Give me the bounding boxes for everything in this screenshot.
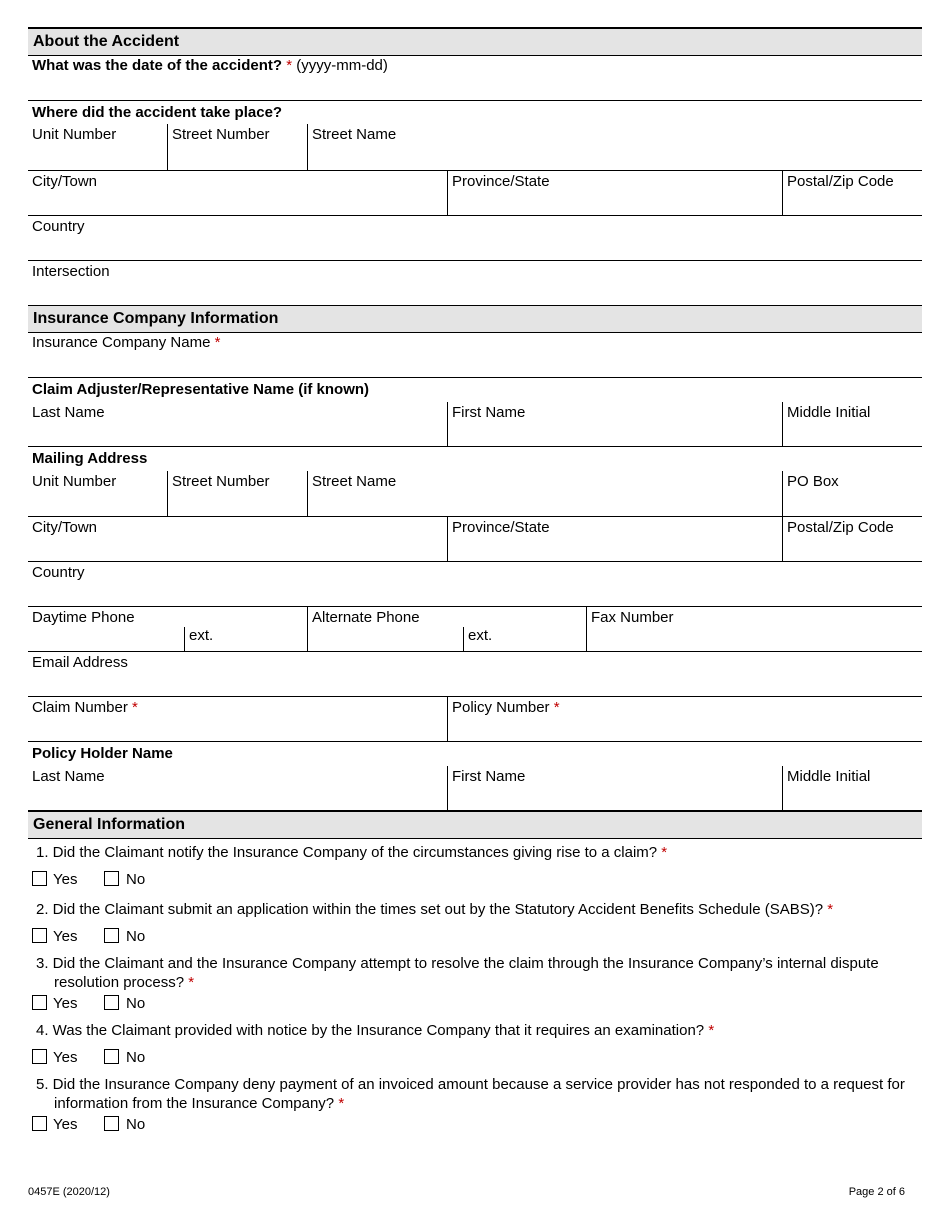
accident-street-number-field[interactable] bbox=[167, 124, 307, 170]
mailing-country-field[interactable] bbox=[28, 562, 922, 606]
fax-number-label: Fax Number bbox=[591, 609, 674, 626]
question-label: 3. Did the Claimant and the Insurance Company attempt to resolve the claim through the Insurance Company’s internal dispute resolution process? bbox=[36, 955, 879, 991]
insurance-company-row bbox=[28, 333, 922, 378]
mailing-city-row bbox=[28, 517, 922, 562]
question-label: 2. Did the Claimant submit an application within the times set out by the Statutory Accident Benefits Schedule (SABS)? bbox=[36, 901, 824, 918]
mailing-city-label: City/Town bbox=[32, 519, 98, 536]
email-field[interactable] bbox=[28, 652, 922, 696]
required-mark: * bbox=[553, 699, 560, 716]
question-text bbox=[32, 1021, 922, 1040]
adjuster-last-name-field[interactable] bbox=[28, 402, 447, 446]
daytime-phone-ext-field[interactable] bbox=[184, 627, 307, 651]
required-mark: * bbox=[338, 1095, 345, 1112]
email-label: Email Address bbox=[32, 654, 128, 671]
yes-no-group bbox=[28, 993, 922, 1017]
yes-label: Yes bbox=[53, 995, 78, 1012]
accident-city-label: City/Town bbox=[32, 173, 98, 190]
required-mark: * bbox=[188, 974, 195, 991]
accident-intersection-row bbox=[28, 261, 922, 305]
question-label: 5. Did the Insurance Company deny payment of an invoiced amount because a service provider has not responded to a request for information from the Insurance Company? bbox=[36, 1076, 905, 1112]
holder-middle-initial-label: Middle Initial bbox=[787, 768, 871, 785]
question-label: 1. Did the Claimant notify the Insurance Company of the circumstances giving rise to a claim? bbox=[36, 844, 658, 861]
question-3 bbox=[28, 954, 922, 1017]
accident-street-name-field[interactable] bbox=[307, 124, 922, 170]
policy-number-label: Policy Number bbox=[452, 699, 550, 716]
accident-country-label: Country bbox=[32, 218, 85, 235]
question-1 bbox=[28, 843, 922, 893]
accident-city-row bbox=[28, 171, 922, 216]
required-mark: * bbox=[286, 57, 293, 74]
holder-last-name-field[interactable] bbox=[28, 766, 447, 810]
accident-province-label: Province/State bbox=[452, 173, 550, 190]
adjuster-middle-initial-label: Middle Initial bbox=[787, 404, 871, 421]
no-checkbox[interactable] bbox=[104, 995, 119, 1010]
yes-no-group bbox=[28, 926, 922, 950]
question-text bbox=[32, 843, 922, 862]
accident-date-row bbox=[28, 56, 922, 101]
yes-checkbox[interactable] bbox=[32, 1049, 47, 1064]
accident-country-row bbox=[28, 216, 922, 261]
yes-label: Yes bbox=[53, 1116, 78, 1133]
accident-country-field[interactable] bbox=[28, 216, 922, 260]
alternate-phone-label: Alternate Phone bbox=[312, 609, 420, 626]
date-format-hint: (yyyy-mm-dd) bbox=[296, 57, 388, 74]
insurance-company-name-label: Insurance Company Name bbox=[32, 334, 211, 351]
section-header-general: General Information bbox=[28, 810, 922, 839]
daytime-ext-label: ext. bbox=[189, 627, 214, 644]
accident-date-label: What was the date of the accident? bbox=[32, 57, 283, 74]
yes-checkbox[interactable] bbox=[32, 995, 47, 1010]
mailing-po-box-label: PO Box bbox=[787, 473, 839, 490]
question-text bbox=[32, 900, 922, 919]
accident-street-number-label: Street Number bbox=[172, 126, 270, 143]
no-label: No bbox=[126, 928, 146, 945]
question-2 bbox=[28, 900, 922, 950]
mailing-postal-label: Postal/Zip Code bbox=[787, 519, 894, 536]
claim-number-field[interactable] bbox=[28, 697, 447, 741]
accident-postal-label: Postal/Zip Code bbox=[787, 173, 894, 190]
daytime-phone-label: Daytime Phone bbox=[32, 609, 135, 626]
adjuster-first-name-label: First Name bbox=[452, 404, 526, 421]
accident-intersection-field[interactable] bbox=[28, 261, 922, 305]
mailing-address-row bbox=[28, 471, 922, 517]
holder-first-name-label: First Name bbox=[452, 768, 526, 785]
question-label: 4. Was the Claimant provided with notice by the Insurance Company that it requires an examination? bbox=[36, 1022, 705, 1039]
phone-row bbox=[28, 607, 922, 652]
question-list bbox=[28, 843, 922, 1138]
adjuster-last-name-label: Last Name bbox=[32, 404, 105, 421]
email-row bbox=[28, 652, 922, 697]
section-header-insurance: Insurance Company Information bbox=[28, 305, 922, 333]
question-text bbox=[32, 1075, 922, 1113]
accident-city-field[interactable] bbox=[28, 171, 447, 215]
alternate-ext-label: ext. bbox=[468, 627, 493, 644]
yes-no-group bbox=[28, 1114, 922, 1138]
required-mark: * bbox=[132, 699, 138, 716]
mailing-address-heading: Mailing Address bbox=[32, 450, 148, 467]
mailing-street-number-label: Street Number bbox=[172, 473, 270, 490]
mailing-unit-number-label: Unit Number bbox=[32, 473, 117, 490]
yes-no-group bbox=[28, 1047, 922, 1071]
holder-name-row bbox=[28, 766, 922, 810]
claim-number-label: Claim Number bbox=[32, 699, 128, 716]
accident-province-field[interactable] bbox=[447, 171, 783, 215]
section-header-accident: About the Accident bbox=[28, 27, 922, 56]
yes-label: Yes bbox=[53, 1049, 78, 1066]
yes-checkbox[interactable] bbox=[32, 928, 47, 943]
yes-checkbox[interactable] bbox=[32, 871, 47, 886]
no-label: No bbox=[126, 1049, 146, 1066]
no-checkbox[interactable] bbox=[104, 871, 119, 886]
no-checkbox[interactable] bbox=[104, 1049, 119, 1064]
adjuster-middle-initial-field[interactable] bbox=[782, 402, 922, 446]
claim-policy-row bbox=[28, 697, 922, 742]
adjuster-first-name-field[interactable] bbox=[447, 402, 783, 446]
mailing-city-field[interactable] bbox=[28, 517, 447, 561]
yes-no-group bbox=[28, 869, 922, 893]
adjuster-name-row bbox=[28, 402, 922, 447]
no-checkbox[interactable] bbox=[104, 1116, 119, 1131]
question-4 bbox=[28, 1021, 922, 1071]
accident-location-heading: Where did the accident take place? bbox=[32, 104, 283, 121]
accident-unit-number-label: Unit Number bbox=[32, 126, 117, 143]
no-checkbox[interactable] bbox=[104, 928, 119, 943]
yes-label: Yes bbox=[53, 928, 78, 945]
form-id: 0457E (2020/12) bbox=[28, 1186, 110, 1198]
accident-intersection-label: Intersection bbox=[32, 263, 110, 280]
accident-date-field[interactable] bbox=[28, 56, 922, 100]
yes-label: Yes bbox=[53, 871, 78, 888]
accident-street-name-label: Street Name bbox=[312, 126, 397, 143]
required-mark: * bbox=[661, 844, 668, 861]
mailing-unit-number-field[interactable] bbox=[28, 471, 168, 516]
yes-checkbox[interactable] bbox=[32, 1116, 47, 1131]
holder-middle-initial-field[interactable] bbox=[782, 766, 922, 810]
policy-number-field[interactable] bbox=[447, 697, 922, 741]
mailing-province-field[interactable] bbox=[447, 517, 783, 561]
accident-postal-field[interactable] bbox=[782, 171, 922, 215]
mailing-street-name-label: Street Name bbox=[312, 473, 397, 490]
policy-holder-heading: Policy Holder Name bbox=[32, 745, 173, 762]
no-label: No bbox=[126, 995, 146, 1012]
adjuster-heading: Claim Adjuster/Representative Name (if known) bbox=[32, 381, 370, 398]
alternate-phone-ext-field[interactable] bbox=[463, 627, 587, 651]
no-label: No bbox=[126, 871, 146, 888]
mailing-po-box-field[interactable] bbox=[782, 471, 922, 516]
accident-address-row bbox=[28, 124, 922, 171]
holder-first-name-field[interactable] bbox=[447, 766, 783, 810]
no-label: No bbox=[126, 1116, 146, 1133]
required-mark: * bbox=[214, 334, 221, 351]
mailing-province-label: Province/State bbox=[452, 519, 550, 536]
mailing-country-label: Country bbox=[32, 564, 85, 581]
page-number: Page 2 of 6 bbox=[848, 1186, 905, 1198]
fax-number-field[interactable] bbox=[586, 607, 922, 651]
accident-unit-number-field[interactable] bbox=[28, 124, 168, 170]
question-text bbox=[32, 954, 922, 992]
required-mark: * bbox=[708, 1022, 715, 1039]
mailing-street-number-field[interactable] bbox=[167, 471, 307, 516]
mailing-street-name-field[interactable] bbox=[307, 471, 783, 516]
question-5 bbox=[28, 1075, 922, 1138]
required-mark: * bbox=[827, 901, 834, 918]
mailing-postal-field[interactable] bbox=[782, 517, 922, 561]
holder-last-name-label: Last Name bbox=[32, 768, 105, 785]
mailing-country-row bbox=[28, 562, 922, 607]
insurance-company-name-field[interactable] bbox=[28, 333, 922, 377]
form-page bbox=[28, 27, 922, 1138]
